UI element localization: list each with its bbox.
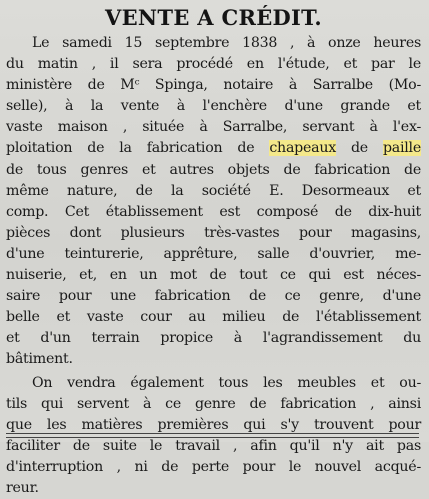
- text-line: pièces dont plusieurs très-vastes pour magasins,: [6, 223, 421, 244]
- text-line: que les matières premières qui s'y trouvent pour: [6, 415, 421, 436]
- text-line: belle et vaste cour au milieu de l'établissement: [6, 307, 421, 328]
- text-line: de tous genres et autres objets de fabrication de: [6, 160, 421, 181]
- text-line: d'une teinturerie, apprêture, salle d'ouvrier, me-: [6, 244, 421, 265]
- text-line: saire pour une fabrication de ce genre, d'une: [6, 286, 421, 307]
- text-line: même nature, de la société E. Desormeaux et: [6, 181, 421, 202]
- text-line: d'interruption , ni de perte pour le nouvel acqué-: [6, 457, 421, 478]
- text-line: et d'un terrain propice à l'agrandissement du: [6, 328, 421, 349]
- text-line: reur.: [6, 478, 421, 499]
- bottom-divider-rule: [6, 433, 419, 438]
- text-line-with-highlights: [6, 138, 421, 159]
- text-line: tils qui servent à ce genre de fabrication , ainsi: [6, 394, 421, 415]
- text-fragment: ploitation de la fabrication de: [6, 140, 269, 156]
- paragraph-1: [6, 33, 421, 371]
- text-line: On vendra également tous les meubles et ou-: [6, 373, 421, 394]
- text-line: faciliter de suite le travail , afin qu'il n'y ait pas: [6, 436, 421, 457]
- text-line: Le samedi 15 septembre 1838 , à onze heures: [6, 33, 421, 54]
- highlighted-word-chapeaux: chapeaux: [269, 140, 336, 156]
- text-line: du matin , il sera procédé en l'étude, et par le: [6, 54, 421, 75]
- text-line: selle), à la vente à l'enchère d'une grande et: [6, 96, 421, 117]
- text-line: nuiserie, et, en un mot de tout ce qui est néces-: [6, 265, 421, 286]
- article-title: VENTE A CRÉDIT.: [6, 5, 421, 30]
- text-line: vaste maison , située à Sarralbe, servant à l'ex-: [6, 117, 421, 138]
- text-fragment: de: [336, 140, 383, 156]
- text-line: ministère de Mᶜ Spinga, notaire à Sarralbe (Mo-: [6, 75, 421, 96]
- text-line: comp. Cet établissement est composé de dix-huit: [6, 202, 421, 223]
- highlighted-word-paille: paille: [383, 140, 421, 156]
- text-line: bâtiment.: [6, 349, 421, 370]
